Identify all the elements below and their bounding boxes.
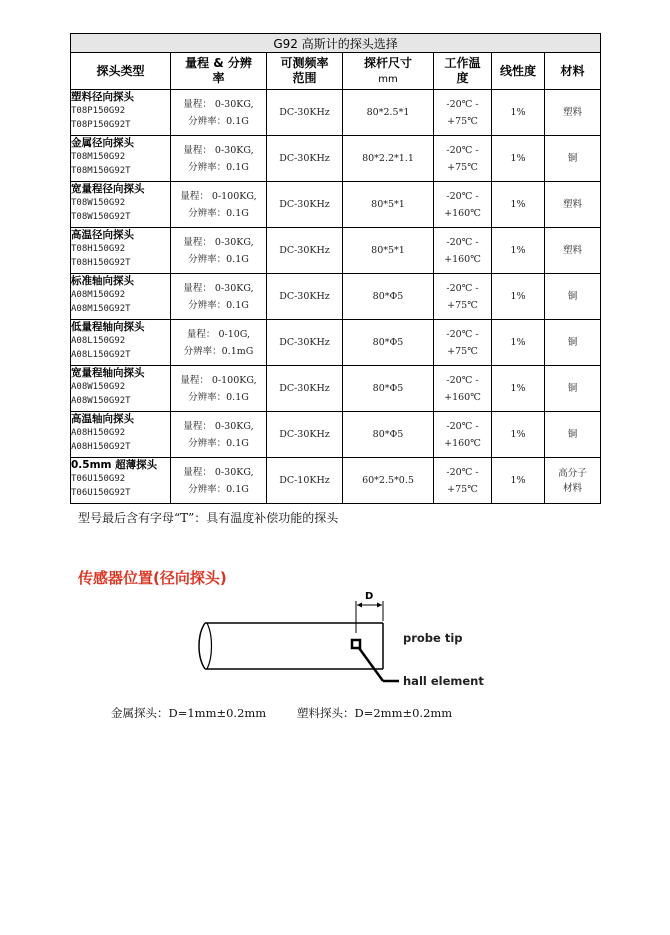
range-value: 量程： 0-30KG, <box>183 282 254 294</box>
frequency-cell: DC-30KHz <box>267 136 343 182</box>
resolution-value: 分辨率：0.1mG <box>183 345 254 357</box>
temp-low: -20℃ - <box>446 236 479 248</box>
header-range-resolution: 量程 & 分辨 率 <box>171 53 267 90</box>
frequency-cell: DC-30KHz <box>267 182 343 228</box>
material-cell <box>545 320 601 366</box>
model-number-t: A08L150G92T <box>71 350 131 360</box>
linearity-cell: 1% <box>492 90 545 136</box>
linearity-cell: 1% <box>492 136 545 182</box>
temperature-cell <box>434 320 492 366</box>
temp-high: +160℃ <box>444 391 481 403</box>
material-value: 塑料 <box>563 199 583 210</box>
linearity-cell: 1% <box>492 366 545 412</box>
linearity-cell: 1% <box>492 412 545 458</box>
temp-low: -20℃ - <box>446 374 479 386</box>
hall-element-leader <box>359 648 383 681</box>
resolution-value: 分辨率：0.1G <box>188 391 249 403</box>
header-frequency-range: 可测频率 范围 <box>267 53 343 90</box>
frequency-cell: DC-30KHz <box>267 412 343 458</box>
model-number: T06U150G92 <box>71 474 126 484</box>
rod-size-cell: 80*Φ5 <box>343 412 434 458</box>
range-cell <box>171 182 267 228</box>
temp-low: -20℃ - <box>446 282 479 294</box>
model-number: T08M150G92 <box>71 152 126 162</box>
model-number: T08P150G92 <box>71 106 126 116</box>
range-value: 量程： 0-30KG, <box>183 98 254 110</box>
probe-type-cell <box>71 136 171 182</box>
section-title: 传感器位置(径向探头) <box>78 569 227 587</box>
temperature-cell <box>434 366 492 412</box>
temp-high: +75℃ <box>447 483 478 495</box>
rod-size-cell: 80*2.5*1 <box>343 90 434 136</box>
table-row <box>71 90 601 136</box>
temp-low: -20℃ - <box>446 98 479 110</box>
temp-high: +75℃ <box>447 299 478 311</box>
material-value: 铜 <box>567 383 578 394</box>
temp-low: -20℃ - <box>446 144 479 156</box>
header-probe-type: 探头类型 <box>71 53 171 90</box>
temp-low: -20℃ - <box>446 420 479 432</box>
model-number: A08H150G92 <box>71 428 126 438</box>
temp-high: +75℃ <box>447 345 478 357</box>
probe-type-cell <box>71 274 171 320</box>
header-linearity: 线性度 <box>492 53 545 90</box>
model-number-t: A08H150G92T <box>71 442 131 452</box>
model-number-t: T08W150G92T <box>71 212 131 222</box>
frequency-cell: DC-30KHz <box>267 274 343 320</box>
resolution-value: 分辨率：0.1G <box>188 299 249 311</box>
temp-high: +160℃ <box>444 207 481 219</box>
temperature-cell <box>434 458 492 504</box>
model-number: A08M150G92 <box>71 290 126 300</box>
table-row <box>71 412 601 458</box>
resolution-value: 分辨率：0.1G <box>188 253 249 265</box>
temp-low: -20℃ - <box>446 466 479 478</box>
range-value: 量程： 0-100KG, <box>180 190 257 202</box>
header-operating-temp: 工作温 度 <box>434 53 492 90</box>
material-cell <box>545 136 601 182</box>
probe-type-name: 塑料径向探头 <box>71 91 134 103</box>
material-value: 铜 <box>567 153 578 164</box>
temperature-cell <box>434 90 492 136</box>
frequency-cell: DC-30KHz <box>267 320 343 366</box>
material-value: 高分子 <box>558 467 587 479</box>
model-number: A08L150G92 <box>71 336 126 346</box>
range-cell <box>171 412 267 458</box>
material-value: 铜 <box>567 429 578 440</box>
range-cell <box>171 274 267 320</box>
range-cell <box>171 90 267 136</box>
material-value: 铜 <box>567 291 578 302</box>
model-suffix-note: 型号最后含有字母“T”：具有温度补偿功能的探头 <box>78 511 339 525</box>
model-number-t: A08M150G92T <box>71 304 131 314</box>
sensor-position-diagram <box>195 585 515 695</box>
model-number: T08H150G92 <box>71 244 126 254</box>
material-value: 塑料 <box>563 107 583 118</box>
hall-element-label: hall element <box>403 674 484 688</box>
probe-type-cell <box>71 366 171 412</box>
range-cell <box>171 458 267 504</box>
model-number-t: T08P150G92T <box>71 120 131 130</box>
model-number-t: T08H150G92T <box>71 258 131 268</box>
temperature-cell <box>434 274 492 320</box>
probe-tip-label: probe tip <box>403 631 463 645</box>
hall-element-marker <box>352 640 360 648</box>
resolution-value: 分辨率：0.1G <box>188 437 249 449</box>
range-cell <box>171 228 267 274</box>
rod-size-cell: 80*2.2*1.1 <box>343 136 434 182</box>
temperature-cell <box>434 182 492 228</box>
model-number-t: T06U150G92T <box>71 488 131 498</box>
temp-high: +160℃ <box>444 437 481 449</box>
range-value: 量程： 0-100KG, <box>180 374 257 386</box>
resolution-value: 分辨率：0.1G <box>188 207 249 219</box>
table-row <box>71 320 601 366</box>
probe-type-cell <box>71 182 171 228</box>
probe-break-curve <box>199 623 205 669</box>
range-value: 量程： 0-30KG, <box>183 236 254 248</box>
linearity-cell: 1% <box>492 182 545 228</box>
material-value: 塑料 <box>563 245 583 256</box>
metal-probe-dimension: 金属探头：D=1mm±0.2mm <box>111 706 267 720</box>
probe-type-cell <box>71 412 171 458</box>
temperature-cell <box>434 412 492 458</box>
table-row <box>71 458 601 504</box>
linearity-cell: 1% <box>492 274 545 320</box>
model-number-t: A08W150G92T <box>71 396 131 406</box>
temp-low: -20℃ - <box>446 328 479 340</box>
rod-size-cell: 80*Φ5 <box>343 366 434 412</box>
model-number: T08W150G92 <box>71 198 126 208</box>
table-title: G92 高斯计的探头选择 <box>71 34 601 53</box>
material-cell <box>545 228 601 274</box>
range-cell <box>171 366 267 412</box>
material-cell <box>545 182 601 228</box>
probe-selection-table <box>70 33 601 504</box>
rod-size-cell: 80*5*1 <box>343 182 434 228</box>
range-cell <box>171 136 267 182</box>
probe-type-cell <box>71 458 171 504</box>
linearity-cell: 1% <box>492 458 545 504</box>
rod-size-cell: 80*Φ5 <box>343 320 434 366</box>
dimension-d-label: D <box>365 591 374 602</box>
probe-type-cell <box>71 90 171 136</box>
probe-type-name: 宽量程径向探头 <box>71 183 145 195</box>
rod-size-cell: 80*5*1 <box>343 228 434 274</box>
table-row <box>71 274 601 320</box>
header-rod-size: 探杆尺寸 mm <box>343 53 434 90</box>
range-value: 量程： 0-10G, <box>186 328 251 340</box>
material-value-line2: 材料 <box>563 482 583 494</box>
resolution-value: 分辨率：0.1G <box>188 483 249 495</box>
table-row <box>71 136 601 182</box>
probe-type-cell <box>71 320 171 366</box>
temp-high: +160℃ <box>444 253 481 265</box>
plastic-probe-dimension: 塑料探头：D=2mm±0.2mm <box>297 706 453 720</box>
material-value: 铜 <box>567 337 578 348</box>
linearity-cell: 1% <box>492 320 545 366</box>
range-cell <box>171 320 267 366</box>
probe-type-name: 金属径向探头 <box>71 137 134 149</box>
range-value: 量程： 0-30KG, <box>183 466 254 478</box>
probe-break-curve-inner <box>207 623 212 669</box>
probe-type-name: 高温径向探头 <box>71 229 134 241</box>
dimension-arrow-left <box>357 603 362 608</box>
rod-size-cell: 60*2.5*0.5 <box>343 458 434 504</box>
probe-type-name: 高温轴向探头 <box>71 413 134 425</box>
frequency-cell: DC-30KHz <box>267 366 343 412</box>
table-row <box>71 182 601 228</box>
temp-low: -20℃ - <box>446 190 479 202</box>
material-cell <box>545 412 601 458</box>
probe-type-name: 低量程轴向探头 <box>71 321 145 333</box>
probe-type-cell <box>71 228 171 274</box>
model-number-t: T08M150G92T <box>71 166 131 176</box>
header-material: 材料 <box>545 53 601 90</box>
table-row <box>71 228 601 274</box>
material-cell <box>545 366 601 412</box>
linearity-cell: 1% <box>492 228 545 274</box>
temp-high: +75℃ <box>447 115 478 127</box>
material-cell <box>545 90 601 136</box>
temperature-cell <box>434 136 492 182</box>
rod-size-cell: 80*Φ5 <box>343 274 434 320</box>
frequency-cell: DC-10KHz <box>267 458 343 504</box>
frequency-cell: DC-30KHz <box>267 90 343 136</box>
probe-type-name: 标准轴向探头 <box>71 275 134 287</box>
range-value: 量程： 0-30KG, <box>183 420 254 432</box>
resolution-value: 分辨率：0.1G <box>188 161 249 173</box>
temp-high: +75℃ <box>447 161 478 173</box>
probe-type-name: 0.5mm 超薄探头 <box>71 459 158 471</box>
range-value: 量程： 0-30KG, <box>183 144 254 156</box>
material-cell <box>545 458 601 504</box>
temperature-cell <box>434 228 492 274</box>
frequency-cell: DC-30KHz <box>267 228 343 274</box>
resolution-value: 分辨率：0.1G <box>188 115 249 127</box>
dimension-arrow-right <box>377 603 382 608</box>
table-row <box>71 366 601 412</box>
probe-type-name: 宽量程轴向探头 <box>71 367 145 379</box>
material-cell <box>545 274 601 320</box>
model-number: A08W150G92 <box>71 382 126 392</box>
